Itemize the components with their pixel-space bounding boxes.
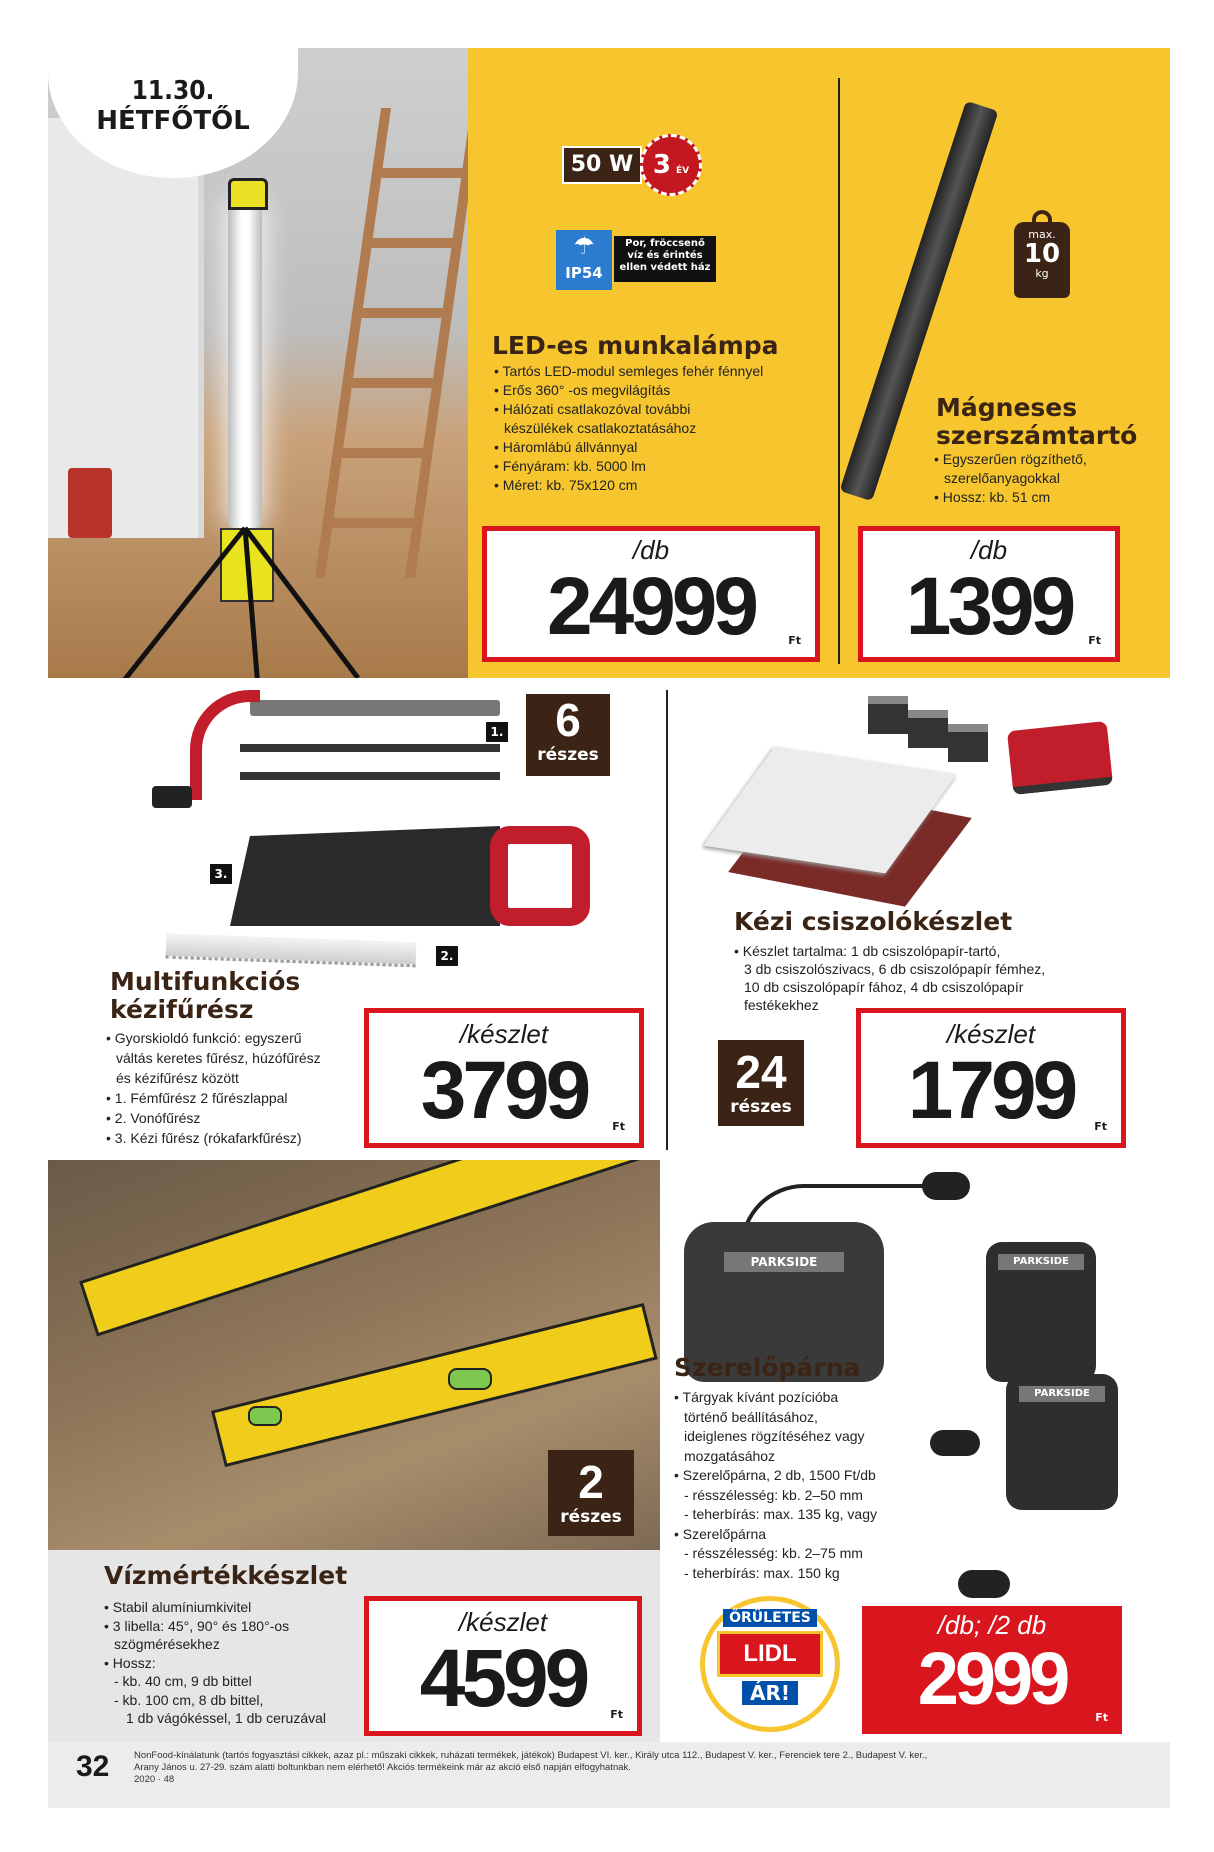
sanding-title: Kézi csiszolókészlet (734, 907, 1013, 936)
footer-disclaimer (134, 1750, 1154, 1786)
saw-price: 3799 (420, 1045, 588, 1136)
cushion-small-image-2 (1006, 1374, 1118, 1510)
saw-bullet: • Gyorskioldó funkció: egyszerű (106, 1030, 302, 1046)
level-price-unit: /készlet (458, 1607, 548, 1637)
saw-label-2: 2. (436, 946, 458, 966)
warranty-text: ÉV (676, 166, 690, 176)
magnet-price-box (858, 526, 1120, 662)
saw-bullets (106, 1028, 321, 1148)
cushion-brand-label: PARKSIDE (998, 1254, 1084, 1270)
lamp-bullet: • Háromlábú állvánnyal (494, 439, 638, 455)
saw-title-line2: kézifűrész (110, 995, 254, 1024)
magnet-currency: Ft (1088, 634, 1101, 647)
weight-unit: kg (1035, 267, 1049, 280)
sanding-price-box (856, 1008, 1126, 1148)
lamp-bullet: • Hálózati csatlakozóval további (494, 401, 691, 417)
sanding-bullet: 10 db csiszolópapír fához, 4 db csiszolópapír (744, 979, 1024, 995)
level-price: 4599 (419, 1633, 587, 1724)
saw-price-unit: /készlet (459, 1019, 549, 1049)
cushion-bullet: mozgatásához (684, 1447, 776, 1464)
promo-bottom-text: ÁR! (742, 1681, 798, 1705)
lamp-bullet: • Tartós LED-modul semleges fehér fénnyel (494, 363, 764, 379)
ip-description: Por, fröccsenő víz és érintés ellen védett ház (614, 236, 716, 282)
bubble-vial (448, 1368, 492, 1390)
saw-parts-label: részes (537, 745, 599, 765)
level-parts-label: részes (560, 1507, 622, 1527)
cushion-small-image-1 (986, 1242, 1096, 1382)
saw-parts-badge (526, 694, 610, 776)
level-bullet: • Hossz: (104, 1654, 156, 1671)
lamp-price: 24999 (546, 561, 756, 652)
magnet-title-line1: Mágneses (936, 393, 1078, 422)
lamp-handle (228, 178, 268, 210)
cushion-brand-label: PARKSIDE (1019, 1386, 1105, 1402)
lamp-price-unit: /db (632, 535, 670, 565)
droplet-icon: ☂ (573, 232, 595, 260)
sanding-bullet: 3 db csiszolószivacs, 6 db csiszolópapír fémhez, (744, 961, 1046, 977)
tripod-legs (108, 518, 408, 678)
magnet-title-line2: szerszámtartó (936, 421, 1138, 450)
level-price-box (364, 1596, 642, 1736)
lamp-title: LED-es munkalámpa (492, 331, 779, 360)
lamp-bullet: • Erős 360° -os megvilágítás (494, 382, 671, 398)
ip-code: IP54 (565, 264, 603, 282)
saw-bullet: váltás keretes fűrész, húzófűrész (116, 1050, 321, 1066)
level-bullet: - kb. 100 cm, 8 db bittel, (114, 1691, 264, 1708)
magnet-bullet: • Hossz: kb. 51 cm (934, 489, 1051, 505)
lamp-bullet: • Fényáram: kb. 5000 lm (494, 458, 646, 474)
cushion-price-unit: /db; /2 db (937, 1610, 1047, 1640)
hand-pump-icon (930, 1430, 980, 1456)
sanding-parts-number: 24 (735, 1046, 787, 1098)
saw-label-1: 1. (486, 722, 508, 742)
weight-badge-icon (1014, 210, 1070, 298)
sanding-parts-badge (718, 1040, 804, 1126)
power-badge: 50 W (562, 146, 642, 184)
cushion-brand-label: PARKSIDE (724, 1252, 844, 1272)
lamp-tube (228, 198, 262, 528)
level-title: Vízmértékkészlet (104, 1561, 348, 1590)
paint-bucket (68, 468, 112, 538)
lidl-promo-badge (700, 1596, 840, 1732)
magnet-price: 1399 (905, 561, 1073, 652)
level-parts-badge (548, 1450, 634, 1536)
magnet-bullets (934, 450, 1087, 507)
level-bullet: - kb. 40 cm, 9 db bittel (114, 1673, 252, 1689)
cushion-bullet: történő beállításához, (684, 1408, 818, 1425)
ip54-icon (556, 230, 612, 290)
middle-divider (666, 690, 668, 1150)
saw-bullet: • 1. Fémfűrész 2 fűrészlappal (106, 1090, 288, 1106)
cushion-bullet: - résszélesség: kb. 2–75 mm (684, 1545, 863, 1561)
date-line2: HÉTFŐTŐL (96, 106, 250, 136)
footer-line2: Arany János u. 27-29. szám alatti boltunkban nem elérhető! Akciós termékeink már az akció első napján elfogyhatnak. (134, 1762, 631, 1773)
cushion-bullet: • Szerelőpárna (674, 1525, 767, 1542)
cushion-bullet: • Tárgyak kívánt pozícióba (674, 1389, 839, 1405)
cushion-bullet: - résszélesség: kb. 2–50 mm (684, 1486, 863, 1503)
frame-saw-image (190, 690, 510, 820)
warranty-number: 3 (652, 150, 671, 180)
level-bullet: szögmérésekhez (114, 1636, 220, 1652)
level-parts-number: 2 (578, 1456, 604, 1508)
weight-value: 10 (1023, 239, 1061, 269)
level-short (211, 1303, 658, 1467)
magnet-bullet: szerelőanyagokkal (944, 470, 1060, 486)
footer-line3: 2020 · 48 (134, 1774, 175, 1785)
lidl-logo-icon: LIDL (717, 1631, 823, 1677)
footer-line1: NonFood-kínálatunk (tartós fogyasztási cikkek, azaz pl.: műszaki cikkek, ruházati termékek, játékok) Budapest VI. ker., Király utca 112., Budapest V. ker., Ferenciek tere 2., Budapest V. ker., (134, 1750, 928, 1761)
sanding-price: 1799 (907, 1045, 1075, 1136)
cushion-bullet: - teherbírás: max. 150 kg (684, 1564, 840, 1581)
sanding-price-unit: /készlet (946, 1019, 1036, 1049)
hand-pump-icon (958, 1570, 1010, 1598)
promo-top-text: ŐRÜLETES (723, 1609, 817, 1627)
cushion-title: Szerelőpárna (674, 1353, 861, 1382)
cushion-currency: Ft (1095, 1711, 1108, 1724)
cushion-bullet: ideiglenes rögzítéséhez vagy (684, 1428, 865, 1444)
lamp-bullet: készülékek csatlakoztatásához (504, 420, 697, 436)
level-currency: Ft (610, 1708, 623, 1721)
date-line1: 11.30. (131, 76, 215, 106)
weight-max-label: max. (1028, 228, 1056, 241)
warranty-seal-icon (640, 134, 702, 196)
cushion-bullet: • Szerelőpárna, 2 db, 1500 Ft/db (674, 1467, 876, 1483)
page-number: 32 (76, 1750, 110, 1783)
sanding-bullets (734, 942, 1045, 1014)
magnet-price-unit: /db (970, 535, 1008, 565)
sanding-sponges-image (868, 696, 998, 766)
bubble-vial (248, 1406, 282, 1426)
magnet-bullet: • Egyszerűen rögzíthető, (934, 451, 1087, 467)
saw-currency: Ft (612, 1120, 625, 1133)
saw-bullet: • 3. Kézi fűrész (rókafarkfűrész) (106, 1130, 302, 1146)
cushion-bullet: - teherbírás: max. 135 kg, vagy (684, 1506, 877, 1522)
sanding-holder-image (1007, 721, 1113, 795)
cushion-price: 2999 (917, 1637, 1067, 1720)
level-bullets (104, 1598, 326, 1728)
level-bullet: 1 db vágókéssel, 1 db ceruzával (126, 1710, 327, 1726)
saw-title (110, 968, 300, 1024)
lamp-price-box (482, 526, 820, 662)
saw-bullet: és kézifűrész között (116, 1070, 239, 1086)
saw-bullet: • 2. Vonófűrész (106, 1110, 201, 1126)
lamp-bullets (494, 362, 763, 495)
magnet-title (936, 394, 1137, 450)
saw-price-box (364, 1008, 644, 1148)
lamp-bullet: • Méret: kb. 75x120 cm (494, 477, 638, 493)
sanding-bullet: • Készlet tartalma: 1 db csiszolópapír-tartó, (734, 943, 1001, 959)
saw-label-3: 3. (210, 864, 232, 884)
lamp-currency: Ft (788, 634, 801, 647)
sanding-bullet: festékekhez (744, 997, 819, 1013)
cushion-bullets (674, 1388, 877, 1583)
saw-title-line1: Multifunkciós (110, 967, 301, 996)
sanding-parts-label: részes (730, 1097, 792, 1117)
level-bullet: • 3 libella: 45°, 90° és 180°-os (104, 1617, 290, 1634)
level-long (79, 1160, 660, 1337)
level-bullet: • Stabil alumíniumkivitel (104, 1599, 252, 1615)
saw-parts-number: 6 (555, 694, 581, 746)
ladder-shape (315, 108, 468, 578)
section-divider (838, 78, 840, 664)
sanding-currency: Ft (1094, 1120, 1107, 1133)
cushion-price-box (862, 1606, 1122, 1734)
hand-saw-image (230, 826, 610, 946)
